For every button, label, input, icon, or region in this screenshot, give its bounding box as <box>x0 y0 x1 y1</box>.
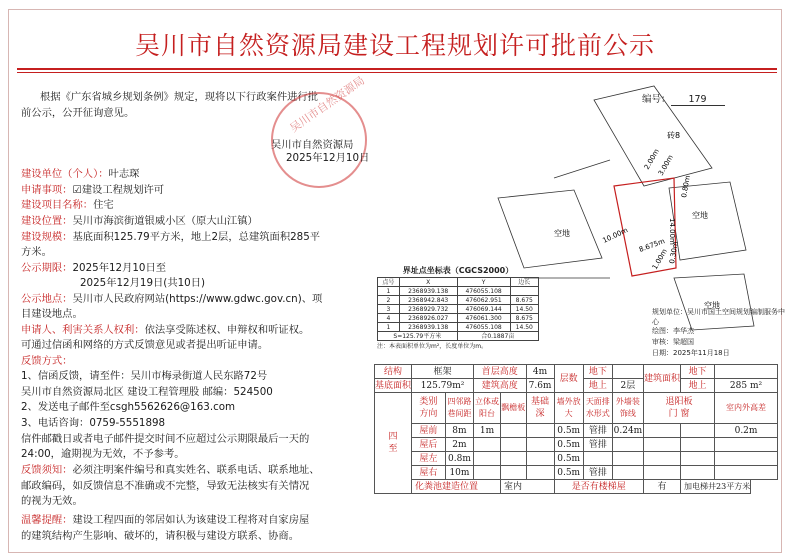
pt-cell: 8.675 <box>510 314 538 323</box>
wall-out-header: 墙外放大 <box>554 393 583 424</box>
balcony-header: 立体或阳台 <box>474 393 501 424</box>
floors-under-label: 地下 <box>583 365 612 379</box>
door-label: 门 <box>668 409 678 419</box>
map-label-vacant-3: 空地 <box>704 301 720 310</box>
rights-cont: 可通过信函和网络的方式反馈意见或者提出听证申请。 <box>21 339 269 351</box>
location-label: 建设位置： <box>21 215 73 227</box>
pt-header: X <box>399 278 457 287</box>
drain-cell: 管排 <box>583 438 612 452</box>
gap-cell: 8m <box>445 424 473 438</box>
map-info-drawer-label: 绘图： <box>652 327 673 335</box>
notice2-line-3: 的视为无效。 <box>21 495 83 507</box>
gfa-above-value: 285 m² <box>715 379 778 393</box>
scale-label: 建设规模： <box>21 231 73 243</box>
depth-label: 深 <box>535 409 545 419</box>
feedback-item-3: 2、发送电子邮件至csgh5562626@163.com <box>21 401 236 413</box>
drain-cell: 管排 <box>583 424 612 438</box>
page-title: 吴川市自然资源局建设工程规划许可批前公示 <box>134 31 655 60</box>
foundation-depth-header <box>526 393 554 424</box>
line-cell <box>612 466 643 480</box>
map-info-checker <box>652 338 694 348</box>
intro-line-1: 根据《广东省城乡规划条例》规定，现将以下行政案件进行批 <box>40 91 319 103</box>
stepup-cell <box>715 466 778 480</box>
points-table-title: 界址点坐标表（CGCS2000） <box>402 266 514 275</box>
notice2-row <box>21 464 320 477</box>
line-cell <box>612 452 643 466</box>
out-cell: 0.5m <box>554 452 583 466</box>
map-dim-3: 0.80m <box>680 174 692 199</box>
pt-cell: 476055.108 <box>457 287 510 296</box>
balcony-cell: 1m <box>474 424 501 438</box>
table-row <box>375 424 778 438</box>
stair-label: 退阳板 <box>665 397 693 407</box>
depth-cell <box>526 424 554 438</box>
pt-area: S=125.79平方米 <box>378 332 458 341</box>
base-area-label: 基底面积 <box>375 380 412 391</box>
pt-cell: 476055.108 <box>457 323 510 332</box>
dir-cell: 屋后 <box>412 438 446 452</box>
depth-cell <box>526 438 554 452</box>
floors-above-value: 2层 <box>612 379 643 393</box>
gfa-above-label: 地上 <box>681 379 715 393</box>
pt-cell: 2368939.138 <box>399 323 457 332</box>
neighbor-building-top <box>594 86 712 186</box>
map-info-unit-value: 吴川市国土空间规划编制服务中心 <box>652 308 785 326</box>
applicant-row <box>21 168 139 181</box>
pt-cell: 2368929.732 <box>399 305 457 314</box>
neighbor-building-left <box>498 190 602 268</box>
pt-mu: 合0.1887亩 <box>457 332 538 341</box>
map-info-unit-label: 规划单位： <box>652 308 687 316</box>
rights-row <box>21 324 309 337</box>
pt-header: 点号 <box>378 278 400 287</box>
foundation-label: 基础 <box>531 397 550 407</box>
title-rule <box>17 68 777 70</box>
notice1-line-2: 24:00，逾期视为无效，不予参考。 <box>21 448 185 460</box>
eave-cell <box>501 452 527 466</box>
pt-row <box>378 314 539 323</box>
direction-label: 方向 <box>419 409 438 419</box>
project-label: 建设项目名称： <box>21 199 94 211</box>
map-label-bldg-top: 砖8 <box>667 131 681 140</box>
map-info-drawer <box>652 327 694 337</box>
gap-cell: 10m <box>445 466 473 480</box>
out-cell: 0.5m <box>554 424 583 438</box>
septic-label: 化粪池建造位置 <box>412 480 501 494</box>
map-info-checker-value: 梁超国 <box>673 338 694 346</box>
pt-cell: 3 <box>378 305 400 314</box>
rights-value: 依法享受陈述权、申辩权和听证权。 <box>144 324 310 336</box>
stair-room-label: 是否有楼梯屋 <box>554 480 644 494</box>
table-row <box>375 452 778 466</box>
window-cell <box>681 452 715 466</box>
stepup-cell <box>715 438 778 452</box>
pt-cell: 476069.144 <box>457 305 510 314</box>
floors-above-label: 地上 <box>583 379 612 393</box>
balcony-cell <box>474 438 501 452</box>
line-cell: 0.24m <box>613 425 643 436</box>
depth-cell <box>526 452 554 466</box>
structure-label: 结构 <box>375 365 412 379</box>
door-cell <box>644 438 681 452</box>
pt-cell: 14.50 <box>510 305 538 314</box>
window-label: 窗 <box>680 409 690 419</box>
pt-row <box>378 296 539 305</box>
serial-value: 179 <box>671 94 725 106</box>
side-label-2: 至 <box>388 444 398 454</box>
side-label <box>375 393 412 494</box>
map-info-drawer-value: 李华杰 <box>673 327 694 335</box>
pt-cell: 2368942.843 <box>399 296 457 305</box>
door-cell <box>644 452 681 466</box>
serial-label: 编号： <box>642 94 671 105</box>
location-value: 吴川市海滨街道银威小区（原大山江镇） <box>72 215 258 227</box>
applicant-label: 建设单位（个人）： <box>21 168 109 180</box>
place-value: 吴川市人民政府网站(https://www.gdwc.gov.cn)、项 <box>72 293 323 305</box>
boundary-points-table <box>377 265 539 350</box>
gfa-under-label: 地下 <box>681 365 715 379</box>
pt-cell <box>510 287 538 296</box>
notice1-line-1: 信件邮戳日或者电子邮件提交时间不应超过公示期限最后一天的 <box>21 433 310 445</box>
map-dim-1: 2.00m <box>642 147 661 171</box>
stepup-cell <box>715 452 778 466</box>
pt-cell: 2368926.027 <box>399 314 457 323</box>
stair-header <box>644 393 715 424</box>
drain-cell <box>583 452 612 466</box>
eave-cell <box>501 466 527 480</box>
pt-cell: 2368939.138 <box>399 287 457 296</box>
feedback-item-4: 3、电话咨询：0759-5551898 <box>21 417 166 429</box>
depth-cell <box>526 466 554 480</box>
pt-cell: 1 <box>378 323 400 332</box>
warn-line-2: 的建筑结构产生影响、破坏的，请积极与建设方联系、协商。 <box>21 530 300 542</box>
matter-label: 申请事项： <box>21 184 73 196</box>
stepup-cell: 0.2m <box>715 424 778 438</box>
map-dim-4: 14.00m <box>668 218 676 245</box>
septic-value: 室内 <box>501 480 554 494</box>
warn-row <box>21 514 309 527</box>
feedback-item-2: 吴川市自然资源局北区 建设工程管理股 邮编：524500 <box>21 386 273 398</box>
building-height-value: 7.6m <box>526 379 554 393</box>
period-row <box>21 262 166 275</box>
out-cell: 0.5m <box>554 438 583 452</box>
scale-row <box>21 231 320 244</box>
place-row <box>21 293 322 306</box>
map-label-vacant-1: 空地 <box>554 229 570 238</box>
place-label: 公示地点： <box>21 293 73 305</box>
period-value: 2025年12月10日至 <box>72 262 167 274</box>
issuer-date: 2025年12月10日 <box>286 152 370 164</box>
pt-cell: 8.675 <box>510 296 538 305</box>
map-dim-8: 0.30m <box>668 240 680 265</box>
issuer-name: 吴川市自然资源局 <box>271 139 354 151</box>
dir-cell: 屋右 <box>412 466 446 480</box>
pt-header: 边长 <box>510 278 538 287</box>
stair-room-note: 加电梯井23平方米 <box>681 480 751 494</box>
applicant-value: 叶志琛 <box>108 168 140 180</box>
dir-cell: 屋左 <box>412 452 446 466</box>
scale-cont: 方米。 <box>21 246 52 258</box>
pt-cell: 1 <box>378 287 400 296</box>
matter-row <box>21 184 164 197</box>
pt-header: Y <box>457 278 510 287</box>
map-info-date-value: 2025年11月18日 <box>673 349 730 357</box>
pt-row <box>378 287 539 296</box>
intro-line-2: 前公示，公开征询意见。 <box>21 107 135 119</box>
map-label-vacant-2: 空地 <box>692 211 708 220</box>
balcony-cell <box>474 452 501 466</box>
window-cell <box>681 438 715 452</box>
feedback-item-1: 1、信函反馈，请至件：吴川市梅录街道人民东路72号 <box>21 370 268 382</box>
title-rule-thin <box>17 72 777 73</box>
warn-line-1: 建设工程四面的邻居如认为该建设工程将对自家房屋 <box>72 514 310 526</box>
notice2-label: 反馈须知： <box>21 464 73 476</box>
map-info-date <box>652 349 730 359</box>
map-info-date-label: 日期： <box>652 349 673 357</box>
line-cell <box>612 438 643 452</box>
building-height-label: 建筑高度 <box>474 379 527 393</box>
floors-label: 层数 <box>554 365 583 393</box>
period-label: 公示期限： <box>21 262 73 274</box>
map-info-checker-label: 审核： <box>652 338 673 346</box>
drain-cell: 管排 <box>583 466 612 480</box>
gap-cell: 2m <box>445 438 473 452</box>
location-row <box>21 215 258 228</box>
category-label: 类别 <box>419 397 438 407</box>
eave-cell <box>501 438 527 452</box>
notice2-line-2: 邮政编码，如反馈信息不准确或不完整，导致无法核实有关情况 <box>21 480 310 492</box>
dir-cell: 屋前 <box>412 424 446 438</box>
eave-header: 飘檐板 <box>501 393 527 424</box>
official-seal-text: 吴川市自然资源局 <box>287 73 368 135</box>
drain-header: 天面排水形式 <box>583 393 612 424</box>
gfa-under-value <box>715 365 778 379</box>
pt-cell: 476061.300 <box>457 314 510 323</box>
map-dim-6: 8.675m <box>637 237 666 254</box>
table-row <box>375 438 778 452</box>
map-info-unit <box>652 308 790 327</box>
project-row <box>21 199 114 212</box>
period-cont: 2025年12月19日(共10日) <box>80 277 206 289</box>
stepup-header: 室内外高差 <box>715 393 778 424</box>
project-value: 住宅 <box>93 199 114 211</box>
place-cont: 目建设地点。 <box>21 308 83 320</box>
deco-line-header: 外墙装饰线 <box>612 393 643 424</box>
feedback-label: 反馈方式： <box>21 355 73 367</box>
pt-row <box>378 323 539 332</box>
pt-cell: 476062.951 <box>457 296 510 305</box>
window-cell <box>681 424 715 438</box>
pt-cell: 2 <box>378 296 400 305</box>
warn-label: 温馨提醒： <box>21 514 73 526</box>
eave-cell <box>501 424 527 438</box>
base-area-value: 125.79m² <box>412 379 474 393</box>
pt-cell: 4 <box>378 314 400 323</box>
matter-value: ☑建设工程规划许可 <box>72 184 165 196</box>
gap-cell: 0.8m <box>445 452 473 466</box>
map-dim-7: 1.00m <box>650 247 669 271</box>
balcony-cell <box>474 466 501 480</box>
window-cell <box>681 466 715 480</box>
door-cell <box>644 424 681 438</box>
first-height-label: 首层高度 <box>474 365 527 379</box>
map-dim-2: 3.00m <box>656 153 675 177</box>
stair-room-value: 有 <box>644 480 681 494</box>
scale-value: 基底面积125.79平方米，地上2层，总建筑面积285平 <box>72 231 321 243</box>
notice2-line-1: 必须注明案件编号和真实姓名、联系电话、联系地址、 <box>72 464 320 476</box>
door-cell <box>644 466 681 480</box>
gap-header: 四邻路巷间距 <box>445 393 473 424</box>
table-row <box>375 466 778 480</box>
side-label-1: 四 <box>388 432 398 442</box>
pt-row <box>378 305 539 314</box>
rights-label: 申请人、利害关系人权利： <box>21 324 145 336</box>
building-parameters-table <box>374 364 778 494</box>
pt-note: 注：本表面积单位为m²，长度单位为m。 <box>377 343 488 350</box>
map-dim-5: 10.00m <box>601 226 630 245</box>
structure-value: 框架 <box>412 365 474 379</box>
floors-under-value <box>612 365 643 379</box>
pt-cell: 14.50 <box>510 323 538 332</box>
out-cell: 0.5m <box>554 466 583 480</box>
gfa-label: 建筑面积 <box>644 365 681 393</box>
category-header <box>412 393 446 424</box>
first-height-value: 4m <box>526 365 554 379</box>
